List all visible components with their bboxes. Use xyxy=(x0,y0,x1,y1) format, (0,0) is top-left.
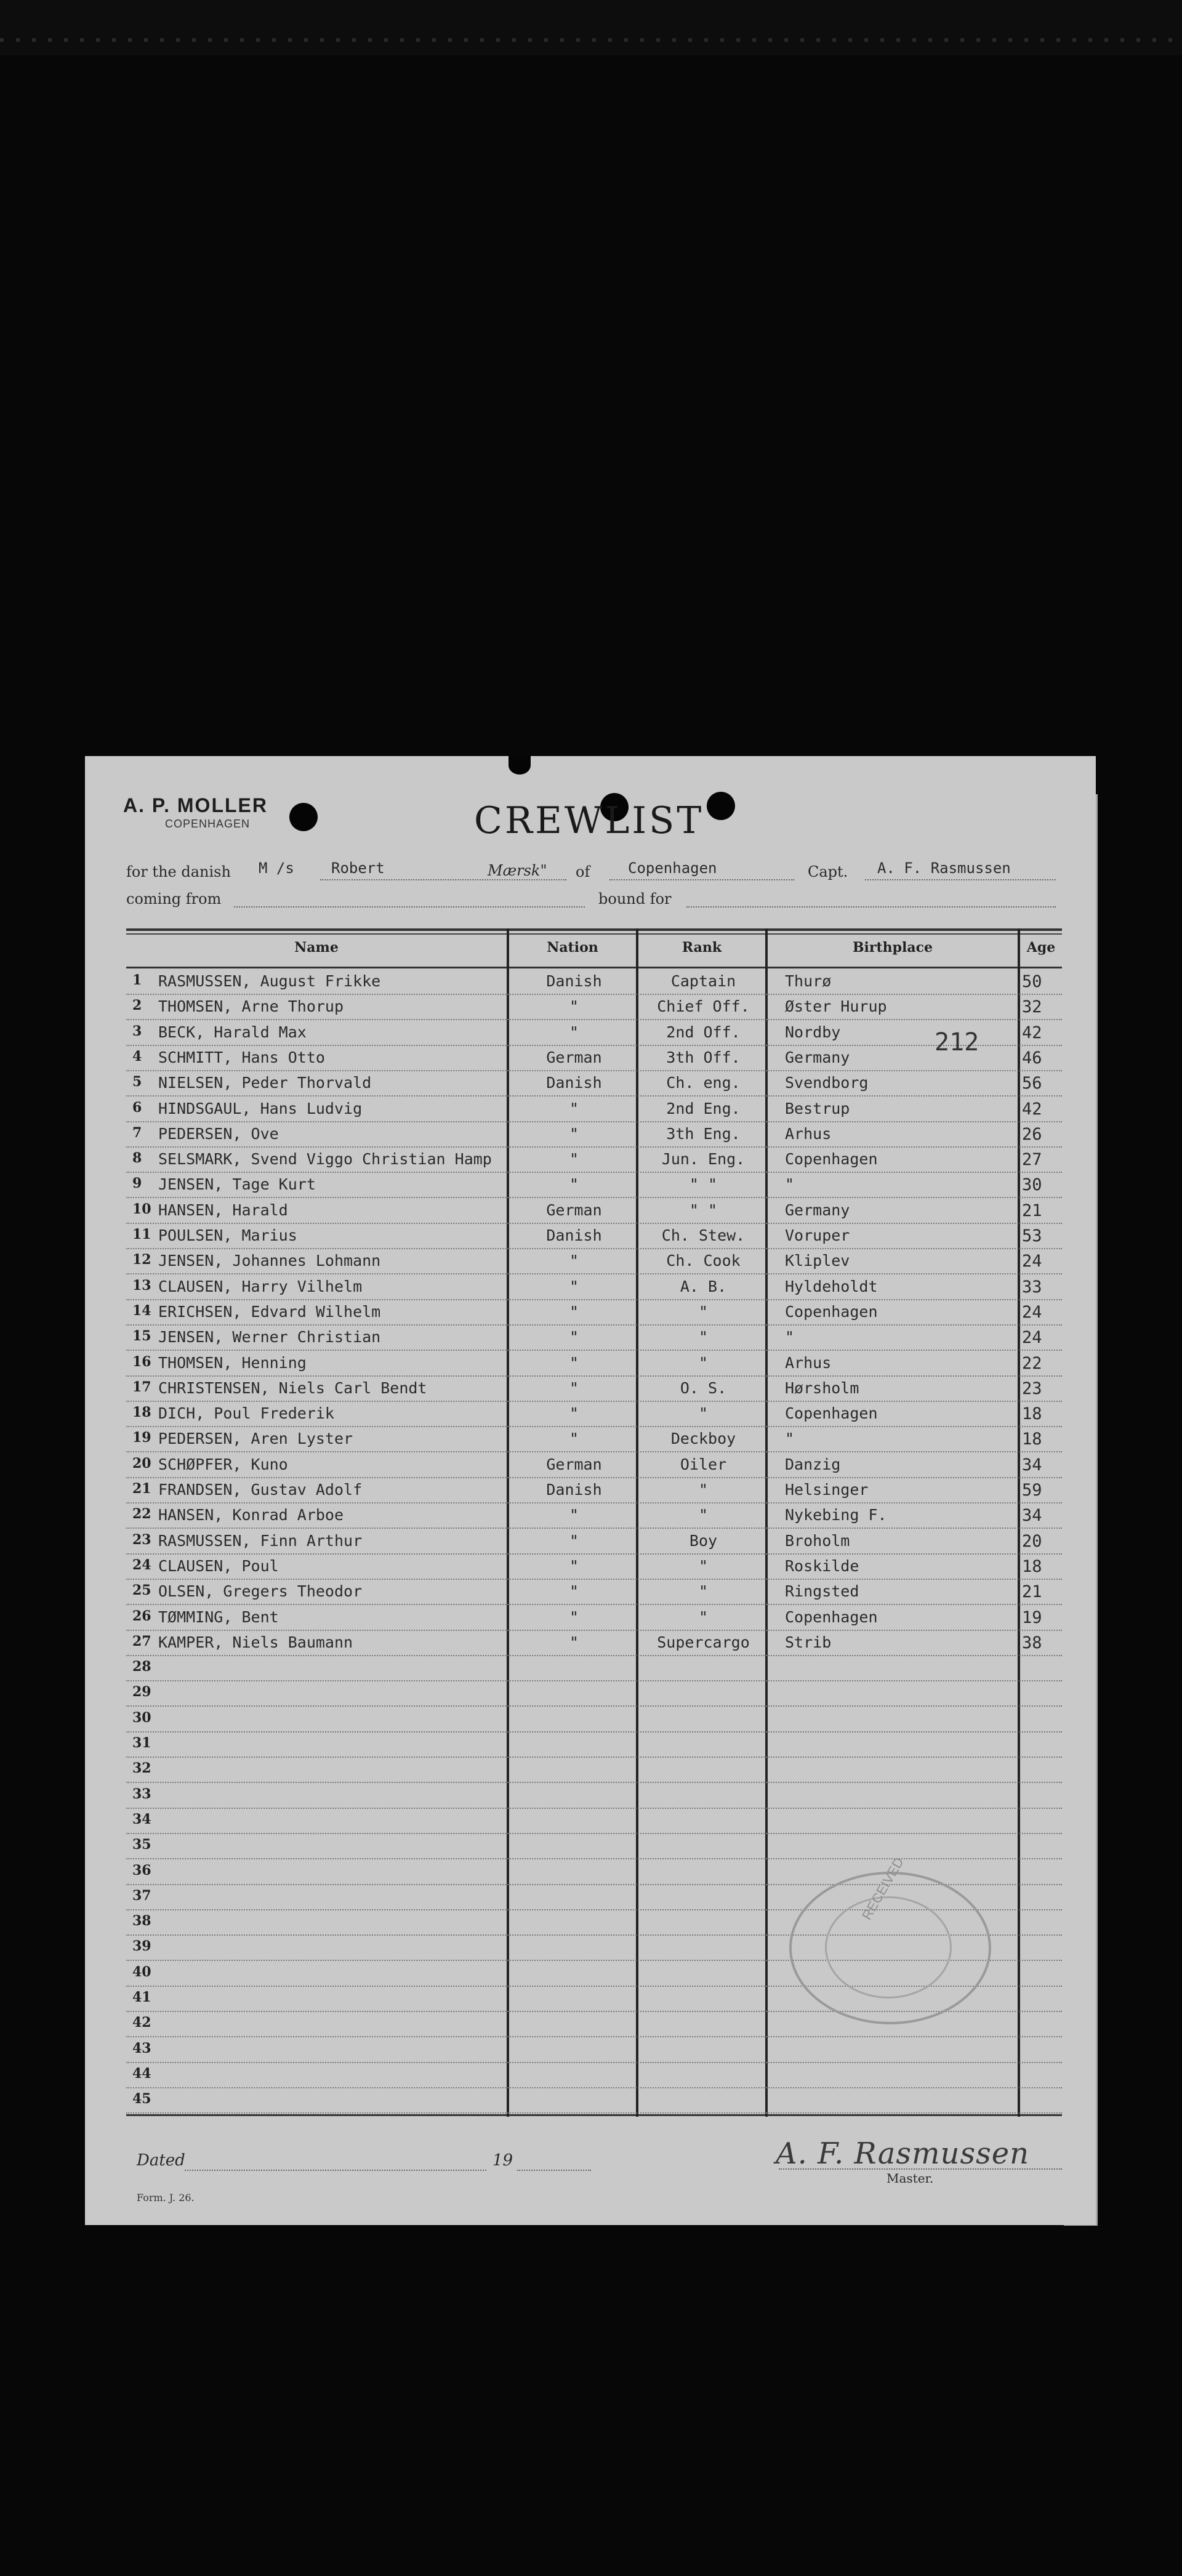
row-number: 5 xyxy=(132,1074,142,1090)
table-row xyxy=(126,1299,1062,1326)
table-row xyxy=(126,1121,1062,1148)
master-signature: A. F. Rasmussen xyxy=(776,2136,1030,2171)
crew-nation: " xyxy=(569,1582,579,1601)
crew-name: PEDERSEN, Ove xyxy=(158,1124,279,1143)
crew-nation: " xyxy=(569,1633,579,1651)
crew-age: 30 xyxy=(1022,1175,1042,1195)
row-number: 21 xyxy=(132,1481,151,1497)
table-row xyxy=(126,1655,1062,1681)
table-row xyxy=(126,1350,1062,1377)
table-row xyxy=(126,2062,1062,2088)
crew-name: FRANDSEN, Gustav Adolf xyxy=(158,1481,363,1499)
crew-nation: " xyxy=(569,997,579,1016)
crew-rank: Jun. Eng. xyxy=(661,1150,746,1169)
crew-name: PEDERSEN, Aren Lyster xyxy=(158,1430,353,1448)
table-row xyxy=(126,1680,1062,1707)
row-number: 11 xyxy=(132,1226,151,1242)
crew-age: 24 xyxy=(1022,1328,1042,1348)
crew-name: HANSEN, Konrad Arboe xyxy=(158,1506,344,1524)
crew-birthplace: Roskilde xyxy=(785,1556,859,1575)
crew-name: CLAUSEN, Poul xyxy=(158,1556,279,1575)
column-header-nation: Nation xyxy=(547,940,598,956)
row-number: 40 xyxy=(132,1963,151,1980)
crew-age: 23 xyxy=(1022,1379,1042,1398)
crew-nation: " xyxy=(569,1150,579,1169)
row-number: 35 xyxy=(132,1837,151,1853)
crew-birthplace: Svendborg xyxy=(785,1074,869,1092)
crew-birthplace: Voruper xyxy=(785,1226,850,1244)
crew-birthplace: Germany xyxy=(785,1048,850,1066)
crew-nation: " xyxy=(569,1124,579,1143)
crew-birthplace: Øster Hurup xyxy=(785,997,887,1016)
table-row xyxy=(126,1782,1062,1809)
master-label: Master. xyxy=(886,2171,934,2186)
crew-rank: Captain xyxy=(670,972,736,990)
row-number: 9 xyxy=(132,1175,142,1192)
received-stamp-inner-ring xyxy=(825,1896,952,1998)
crew-name: CLAUSEN, Harry Vilhelm xyxy=(158,1277,363,1295)
row-number: 15 xyxy=(132,1328,151,1345)
crew-rank: " " xyxy=(689,1201,718,1219)
crew-nation: " xyxy=(569,1023,579,1041)
table-row xyxy=(126,1426,1062,1452)
film-perforations xyxy=(0,38,1182,42)
crew-nation: German xyxy=(546,1201,602,1219)
row-number: 43 xyxy=(132,2040,151,2056)
signature-dotline xyxy=(779,2168,1062,2170)
row-number: 2 xyxy=(132,997,142,1014)
crew-birthplace: Helsinger xyxy=(785,1481,869,1499)
table-row xyxy=(126,1248,1062,1274)
table-row xyxy=(126,1604,1062,1631)
crew-age: 24 xyxy=(1022,1302,1042,1322)
table-top-rule xyxy=(126,928,1062,931)
crew-age: 46 xyxy=(1022,1048,1042,1068)
crew-birthplace: " xyxy=(785,1328,795,1346)
crew-age: 59 xyxy=(1022,1481,1042,1500)
table-row xyxy=(126,1579,1062,1605)
row-number: 32 xyxy=(132,1760,151,1777)
row-number: 31 xyxy=(132,1735,151,1751)
row-number: 26 xyxy=(132,1608,151,1624)
crew-birthplace: " xyxy=(785,1430,795,1448)
crew-nation: " xyxy=(569,1531,579,1550)
table-row xyxy=(126,2037,1062,2063)
crew-age: 26 xyxy=(1022,1124,1042,1144)
crew-name: HINDSGAUL, Hans Ludvig xyxy=(158,1099,363,1117)
crew-name: JENSEN, Johannes Lohmann xyxy=(158,1252,381,1270)
row-number: 30 xyxy=(132,1709,151,1726)
table-row xyxy=(126,1528,1062,1555)
paper-tear xyxy=(509,756,531,775)
crew-age: 20 xyxy=(1022,1531,1042,1551)
table-row xyxy=(126,1324,1062,1351)
crew-nation: " xyxy=(569,1608,579,1626)
crew-rank: Chief Off. xyxy=(657,997,750,1016)
row-number: 37 xyxy=(132,1887,151,1904)
row-number: 22 xyxy=(132,1506,151,1523)
crew-name: RASMUSSEN, August Frikke xyxy=(158,972,381,990)
row-number: 38 xyxy=(132,1913,151,1930)
crew-rank: Ch. eng. xyxy=(666,1074,741,1092)
crew-age: 50 xyxy=(1022,972,1042,991)
crew-name: NIELSEN, Peder Thorvald xyxy=(158,1074,372,1092)
dated-label: Dated xyxy=(137,2151,185,2170)
crew-nation: " xyxy=(569,1302,579,1321)
table-row xyxy=(126,1630,1062,1656)
captain-dotline xyxy=(865,879,1056,880)
crew-age: 53 xyxy=(1022,1226,1042,1246)
vessel-name-suffix: Mærsk" xyxy=(488,862,547,879)
column-header-age: Age xyxy=(1026,940,1056,956)
company-city: COPENHAGEN xyxy=(165,818,251,830)
crew-age: 38 xyxy=(1022,1633,1042,1652)
crew-name: POULSEN, Marius xyxy=(158,1226,297,1244)
table-row xyxy=(126,994,1062,1020)
capt-label: Capt. xyxy=(808,863,848,880)
crew-rank: " xyxy=(698,1506,709,1524)
film-border xyxy=(0,0,1182,55)
table-row xyxy=(126,1020,1062,1046)
row-number: 42 xyxy=(132,2015,151,2031)
crew-name: JENSEN, Werner Christian xyxy=(158,1328,381,1346)
crew-rank: 2nd Off. xyxy=(666,1023,741,1041)
crew-rank: 3th Off. xyxy=(666,1048,741,1066)
row-number: 17 xyxy=(132,1379,151,1395)
crew-nation: " xyxy=(569,1099,579,1117)
crew-birthplace: Copenhagen xyxy=(785,1150,878,1169)
row-number: 8 xyxy=(132,1150,142,1167)
table-bottom-rule xyxy=(126,2114,1062,2116)
row-number: 14 xyxy=(132,1302,151,1319)
crew-rank: Deckboy xyxy=(670,1430,736,1448)
crew-nation: " xyxy=(569,1353,579,1372)
row-number: 4 xyxy=(132,1048,142,1065)
captain-value: A. F. Rasmussen xyxy=(877,859,1011,877)
crew-name: DICH, Poul Frederik xyxy=(158,1404,334,1423)
crew-birthplace: Arhus xyxy=(785,1124,832,1143)
crew-name: CHRISTENSEN, Niels Carl Bendt xyxy=(158,1379,427,1397)
crew-nation: " xyxy=(569,1277,579,1295)
row-number: 3 xyxy=(132,1023,142,1039)
port-dotline xyxy=(609,879,794,880)
row-number: 44 xyxy=(132,2065,151,2082)
coming-from-dotline xyxy=(234,906,585,908)
table-row xyxy=(126,1808,1062,1834)
table-row xyxy=(126,1197,1062,1224)
row-number: 41 xyxy=(132,1989,151,2005)
row-number: 39 xyxy=(132,1938,151,1955)
for-the-danish-label: for the danish xyxy=(126,863,231,880)
crew-birthplace: Nykebing F. xyxy=(785,1506,887,1524)
bound-for-label: bound for xyxy=(598,890,672,908)
crew-rank: " xyxy=(698,1328,709,1346)
crew-birthplace: Strib xyxy=(785,1633,832,1651)
crew-nation: Danish xyxy=(546,1481,602,1499)
crew-birthplace: Copenhagen xyxy=(785,1608,878,1626)
crew-age: 32 xyxy=(1022,997,1042,1017)
crew-birthplace: Kliplev xyxy=(785,1252,850,1270)
row-number: 25 xyxy=(132,1582,151,1599)
crew-nation: " xyxy=(569,1328,579,1346)
table-row xyxy=(126,1452,1062,1478)
column-header-name: Name xyxy=(294,940,339,956)
row-number: 10 xyxy=(132,1201,151,1217)
dated-dotline xyxy=(185,2170,486,2171)
crew-name: ERICHSEN, Edvard Wilhelm xyxy=(158,1302,381,1321)
crew-birthplace: Copenhagen xyxy=(785,1404,878,1423)
company-name: A. P. MOLLER xyxy=(123,794,268,816)
crew-nation: Danish xyxy=(546,1226,602,1244)
crew-name: RASMUSSEN, Finn Arthur xyxy=(158,1531,363,1550)
crew-age: 21 xyxy=(1022,1201,1042,1220)
crew-birthplace: Germany xyxy=(785,1201,850,1219)
page-title: CREWLIST xyxy=(474,799,704,842)
row-number: 29 xyxy=(132,1684,151,1701)
table-row xyxy=(126,1146,1062,1173)
table-row xyxy=(126,1172,1062,1198)
table-row xyxy=(126,1833,1062,1859)
crew-birthplace: Danzig xyxy=(785,1455,841,1473)
crew-name: BECK, Harald Max xyxy=(158,1023,307,1041)
crew-age: 34 xyxy=(1022,1506,1042,1526)
crew-rank: " xyxy=(698,1556,709,1575)
crew-nation: " xyxy=(569,1252,579,1270)
row-number: 1 xyxy=(132,972,142,988)
form-number: Form. J. 26. xyxy=(137,2192,195,2204)
table-row xyxy=(126,1757,1062,1783)
row-number: 23 xyxy=(132,1531,151,1548)
punch-hole xyxy=(707,792,735,820)
row-number: 34 xyxy=(132,1811,151,1827)
crew-nation: " xyxy=(569,1506,579,1524)
crew-birthplace: Ringsted xyxy=(785,1582,859,1601)
port-value: Copenhagen xyxy=(628,859,717,877)
crew-age: 21 xyxy=(1022,1582,1042,1602)
table-row xyxy=(126,968,1062,995)
row-number: 20 xyxy=(132,1455,151,1471)
crew-rank: " xyxy=(698,1302,709,1321)
table-row xyxy=(126,1223,1062,1249)
row-number: 6 xyxy=(132,1099,142,1116)
crew-nation: Danish xyxy=(546,972,602,990)
row-number: 7 xyxy=(132,1124,142,1141)
row-number: 24 xyxy=(132,1556,151,1573)
crew-name: TØMMING, Bent xyxy=(158,1608,279,1626)
crew-nation: " xyxy=(569,1430,579,1448)
crew-nation: " xyxy=(569,1404,579,1423)
table-row xyxy=(126,2087,1062,2114)
table-row xyxy=(126,1070,1062,1097)
crew-age: 18 xyxy=(1022,1556,1042,1576)
crew-name: KAMPER, Niels Baumann xyxy=(158,1633,353,1651)
crew-birthplace: Bestrup xyxy=(785,1099,850,1117)
row-number: 36 xyxy=(132,1862,151,1878)
of-label: of xyxy=(576,863,590,880)
row-number: 19 xyxy=(132,1430,151,1446)
crew-rank: " xyxy=(698,1481,709,1499)
table-row xyxy=(126,1706,1062,1733)
crew-rank: " " xyxy=(689,1175,718,1194)
crew-age: 22 xyxy=(1022,1353,1042,1373)
table-row xyxy=(126,1274,1062,1300)
crew-birthplace: Arhus xyxy=(785,1353,832,1372)
crew-rank: A. B. xyxy=(680,1277,727,1295)
bound-for-dotline xyxy=(686,906,1056,908)
year-label: 19 xyxy=(492,2151,513,2170)
crew-nation: Danish xyxy=(546,1074,602,1092)
punch-hole xyxy=(289,803,318,831)
row-number: 13 xyxy=(132,1277,151,1294)
crew-rank: " xyxy=(698,1404,709,1423)
table-row xyxy=(126,1502,1062,1529)
crew-rank: 3th Eng. xyxy=(666,1124,741,1143)
column-header-birthplace: Birthplace xyxy=(852,940,933,956)
crew-age: 27 xyxy=(1022,1150,1042,1170)
received-stamp-text: RECEIVED xyxy=(859,1854,907,1923)
crew-birthplace: " xyxy=(785,1175,795,1194)
crew-birthplace: Copenhagen xyxy=(785,1302,878,1321)
crew-rank: Boy xyxy=(689,1531,718,1550)
coming-from-label: coming from xyxy=(126,890,222,908)
column-header-rank: Rank xyxy=(681,940,722,956)
crew-nation: German xyxy=(546,1048,602,1066)
vessel-dotline xyxy=(320,879,566,880)
crew-nation: German xyxy=(546,1455,602,1473)
crew-birthplace: Broholm xyxy=(785,1531,850,1550)
table-row xyxy=(126,1096,1062,1122)
table-row xyxy=(126,1477,1062,1503)
crew-rank: Ch. Stew. xyxy=(661,1226,746,1244)
crew-nation: " xyxy=(569,1175,579,1194)
table-row xyxy=(126,1375,1062,1402)
crew-age: 24 xyxy=(1022,1252,1042,1271)
row-number: 18 xyxy=(132,1404,151,1421)
table-row xyxy=(126,1731,1062,1758)
crew-rank: " xyxy=(698,1608,709,1626)
crew-age: 56 xyxy=(1022,1074,1042,1093)
crew-age: 42 xyxy=(1022,1023,1042,1042)
crew-rank: 2nd Eng. xyxy=(666,1099,741,1117)
table-top-rule-thin xyxy=(126,933,1062,935)
crew-birthplace: Thurø xyxy=(785,972,832,990)
row-number: 28 xyxy=(132,1659,151,1675)
crew-rank: Supercargo xyxy=(657,1633,750,1651)
crew-birthplace: Hyldeholdt xyxy=(785,1277,878,1295)
crew-rank: " xyxy=(698,1582,709,1601)
marginal-number: 212 xyxy=(935,1028,979,1057)
crew-name: THOMSEN, Henning xyxy=(158,1353,307,1372)
crew-name: SCHØPFER, Kuno xyxy=(158,1455,288,1473)
crew-nation: " xyxy=(569,1379,579,1397)
crew-name: HANSEN, Harald xyxy=(158,1201,288,1219)
row-number: 12 xyxy=(132,1252,151,1268)
crew-age: 18 xyxy=(1022,1404,1042,1424)
vessel-name: Robert xyxy=(331,859,385,877)
crew-name: OLSEN, Gregers Theodor xyxy=(158,1582,363,1601)
year-dotline xyxy=(517,2170,591,2171)
crew-birthplace: Hørsholm xyxy=(785,1379,859,1397)
crew-name: SELSMARK, Svend Viggo Christian Hamp xyxy=(158,1150,492,1169)
crew-age: 34 xyxy=(1022,1455,1042,1475)
row-number: 45 xyxy=(132,2091,151,2107)
table-row xyxy=(126,1553,1062,1580)
crew-rank: " xyxy=(698,1353,709,1372)
crew-rank: O. S. xyxy=(680,1379,727,1397)
crew-name: THOMSEN, Arne Thorup xyxy=(158,997,344,1016)
table-row xyxy=(126,1401,1062,1427)
table-row xyxy=(126,1045,1062,1071)
crew-name: SCHMITT, Hans Otto xyxy=(158,1048,325,1066)
vessel-prefix: M /s xyxy=(259,859,294,877)
crew-name: JENSEN, Tage Kurt xyxy=(158,1175,316,1194)
crew-age: 18 xyxy=(1022,1430,1042,1449)
crew-rank: Oiler xyxy=(680,1455,727,1473)
crew-nation: " xyxy=(569,1556,579,1575)
crew-age: 19 xyxy=(1022,1608,1042,1627)
row-number: 27 xyxy=(132,1633,151,1649)
row-number: 33 xyxy=(132,1785,151,1802)
row-number: 16 xyxy=(132,1353,151,1370)
crew-age: 33 xyxy=(1022,1277,1042,1297)
crew-rank: Ch. Cook xyxy=(666,1252,741,1270)
crew-birthplace: Nordby xyxy=(785,1023,841,1041)
crew-age: 42 xyxy=(1022,1099,1042,1119)
